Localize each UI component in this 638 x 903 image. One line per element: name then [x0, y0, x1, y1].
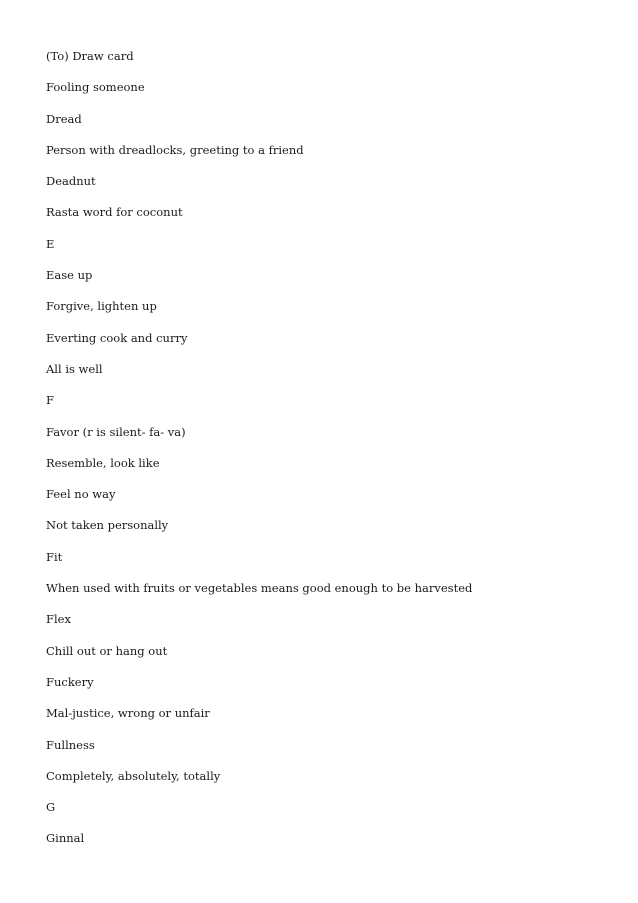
text-line: Flex — [46, 612, 71, 627]
text-line: Ginnal — [46, 831, 85, 846]
text-line: Dread — [46, 111, 82, 126]
text-line: Fooling someone — [46, 80, 145, 95]
text-line: (To) Draw card — [46, 49, 134, 63]
text-line: Favor (r is silent- fa- va) — [46, 424, 186, 439]
text-line: Fullness — [46, 737, 95, 752]
text-line: Chill out or hang out — [46, 643, 168, 658]
text-line: Feel no way — [46, 487, 116, 502]
text-line: Deadnut — [46, 174, 96, 189]
text-line: When used with fruits or vegetables means good enough to be harvested — [46, 581, 473, 596]
text-line: Ease up — [46, 268, 93, 283]
text-line: All is well — [46, 361, 103, 376]
text-line: F — [46, 393, 54, 408]
text-line: Resemble, look like — [46, 455, 160, 470]
text-line: Fuckery — [46, 674, 94, 689]
text-line: Completely, absolutely, totally — [46, 768, 221, 783]
text-line: Not taken personally — [46, 518, 169, 533]
text-line: G — [46, 800, 56, 815]
text-line: Forgive, lighten up — [46, 299, 157, 314]
text-line: Everting cook and curry — [46, 330, 188, 345]
text-line: Fit — [46, 549, 63, 564]
text-line: Person with dreadlocks, greeting to a friend — [46, 142, 304, 157]
glossary-text — [46, 48, 472, 862]
text-line: Rasta word for coconut — [46, 205, 183, 220]
text-line: Mal-justice, wrong or unfair — [46, 706, 210, 721]
text-line: E — [46, 236, 55, 251]
